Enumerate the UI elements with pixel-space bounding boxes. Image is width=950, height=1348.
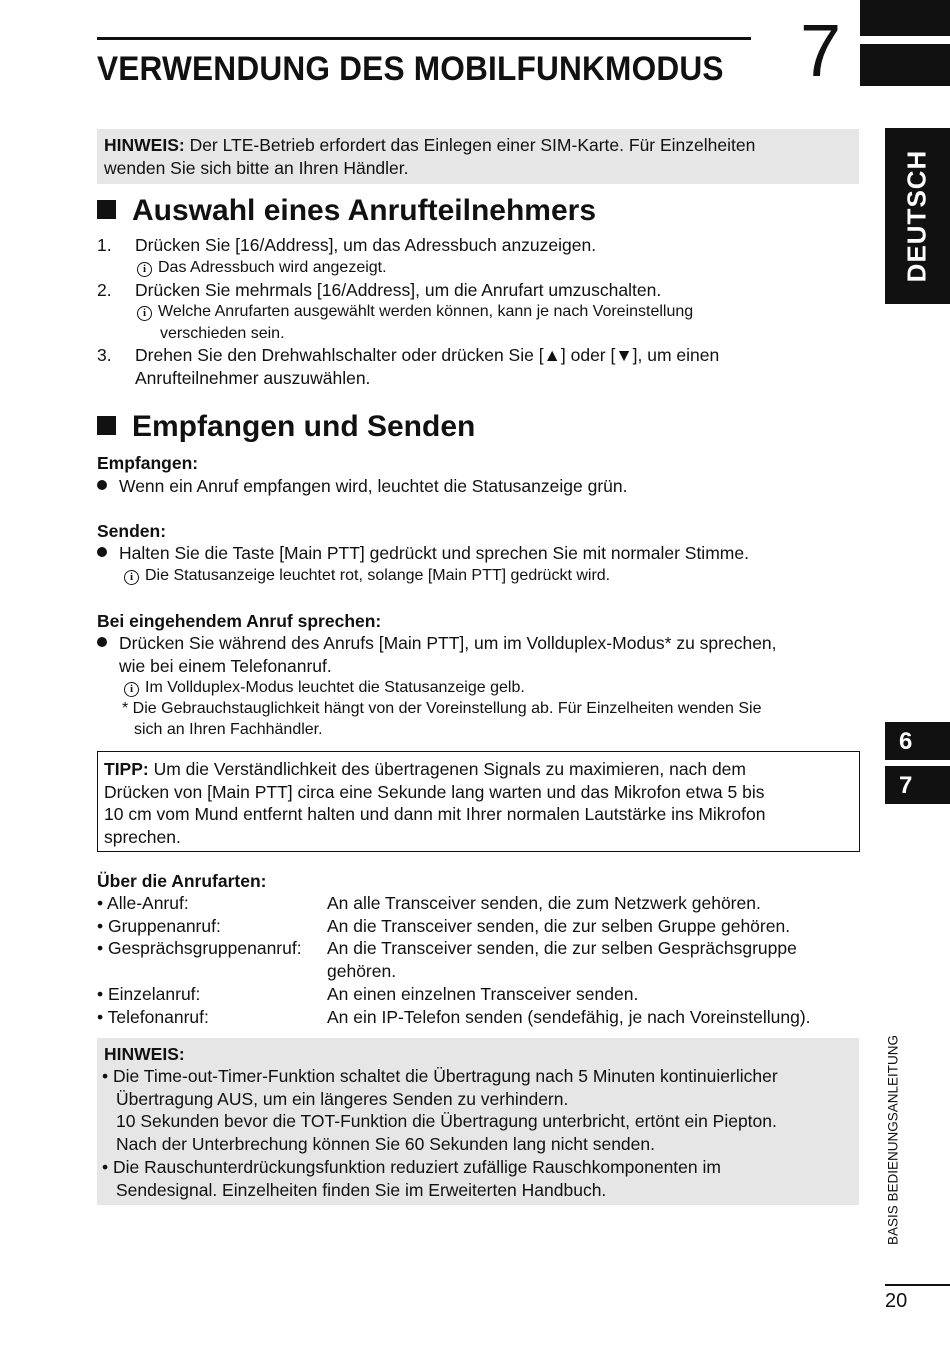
note-box-bottom [97,1038,859,1205]
step-2-info: i Welche Anrufarten ausgewählt werden können, kann je nach Voreinstellung [137,303,693,321]
note-label: HINWEIS: [104,135,185,155]
step-3-text: Drehen Sie den Drehwahlschalter oder drücken Sie [▲] oder [▼], um einen [135,345,720,365]
step-2-number: 2. [97,280,112,300]
send-info: i Die Statusanzeige leuchtet rot, solange [Main PTT] gedrückt wird. [124,567,610,585]
call-type-desc: An ein IP-Telefon senden (sendefähig, je nach Voreinstellung). [327,1007,811,1027]
info-icon: i [124,570,139,585]
call-type-desc: An einen einzelnen Transceiver senden. [327,984,639,1004]
chapter-tab-label: 7 [899,772,913,799]
incoming-heading: Bei eingehendem Anruf sprechen: [97,611,382,631]
note-box-top [97,129,859,184]
bullet-icon [97,547,107,557]
note-line: Sendesignal. Einzelheiten finden Sie im Erweiterten Handbuch. [116,1180,607,1200]
call-types-heading: Über die Anrufarten: [97,871,267,891]
info-icon: i [137,262,152,277]
header-black-bar-top [860,0,950,36]
call-type-desc: An alle Transceiver senden, die zum Netzwerk gehören. [327,893,761,913]
bullet-icon [97,480,107,490]
incoming-info: i Im Vollduplex-Modus leuchtet die Statusanzeige gelb. [124,679,525,697]
note-line: • Die Rauschunterdrückungsfunktion reduziert zufällige Rauschkomponenten im [102,1157,721,1177]
black-square-icon [97,416,116,435]
tip-label: TIPP: [104,759,149,779]
language-tab [885,128,950,304]
receive-heading: Empfangen: [97,453,199,473]
tip-line2: Drücken von [Main PTT] circa eine Sekunde lang warten und das Mikrofon etwa 5 bis [104,781,765,802]
incoming-footnote: * Die Gebrauchstauglichkeit hängt von der Voreinstellung ab. Für Einzelheiten wenden Sie [122,700,762,717]
incoming-footnote-cont: sich an Ihren Fachhändler. [134,721,323,738]
chapter-title: VERWENDUNG DES MOBILFUNKMODUS [97,50,724,88]
chapter-tab-7[interactable] [885,766,950,804]
header-rule [97,37,751,40]
step-2-info-cont: verschieden sein. [160,325,285,342]
send-heading: Senden: [97,521,167,541]
note-line: Nach der Unterbrechung können Sie 60 Sekunden lang nicht senden. [116,1134,655,1154]
section-heading-select-caller [97,194,596,228]
chapter-tab-6[interactable] [885,722,950,760]
language-tab-label: DEUTSCH [901,149,932,283]
call-type-desc-cont: gehören. [327,961,397,981]
note-text-line2: wenden Sie sich bitte an Ihren Händler. [104,158,409,178]
note-text-line1: Der LTE-Betrieb erfordert das Einlegen einer SIM-Karte. Für Einzelheiten [184,135,756,155]
step-3-number: 3. [97,345,112,365]
receive-text: Wenn ein Anruf empfangen wird, leuchtet die Statusanzeige grün. [97,476,627,497]
call-type-desc: An die Transceiver senden, die zur selben Gesprächsgruppe [327,938,797,958]
tip-box [97,751,860,852]
step-1-number: 1. [97,235,112,255]
call-type-label: • Gruppenanruf: [97,916,221,936]
tip-line1: Um die Verständlichkeit des übertragenen Signals zu maximieren, nach dem [148,759,746,779]
section-heading-text: Auswahl eines Anrufteilnehmers [132,194,597,227]
info-icon: i [124,682,139,697]
send-text: Halten Sie die Taste [Main PTT] gedrückt und sprechen Sie mit normaler Stimme. [97,543,749,564]
page-number: 20 [885,1290,908,1312]
info-icon: i [137,306,152,321]
black-square-icon [97,200,116,219]
manual-label-container [880,1015,906,1265]
section-heading-receive-send [97,410,475,444]
call-type-label: • Einzelanruf: [97,984,201,1004]
tip-line4: sprechen. [104,826,181,847]
call-type-label: • Alle-Anruf: [97,893,189,913]
note-line: 10 Sekunden bevor die TOT-Funktion die Übertragung unterbricht, ertönt ein Piepton. [116,1111,777,1131]
chapter-number: 7 [800,9,842,92]
incoming-text: Drücken Sie während des Anrufs [Main PTT], um im Vollduplex-Modus* zu sprechen, [97,633,777,654]
step-1-text: Drücken Sie [16/Address], um das Adressbuch anzuzeigen. [135,235,597,255]
section-heading-text: Empfangen und Senden [132,410,476,443]
header-black-bar [860,44,950,86]
call-type-label: • Telefonanruf: [97,1007,209,1027]
note-line: • Die Time-out-Timer-Funktion schaltet die Übertragung nach 5 Minuten kontinuierlicher [102,1066,778,1086]
bullet-icon [97,637,107,647]
note-line: Übertragung AUS, um ein längeres Senden zu verhindern. [116,1089,569,1109]
note-label: HINWEIS: [104,1044,185,1064]
chapter-tab-label: 6 [899,728,913,755]
step-1-info: i Das Adressbuch wird angezeigt. [137,259,387,277]
call-type-label: • Gesprächsgruppenanruf: [97,938,302,958]
step-2-text: Drücken Sie mehrmals [16/Address], um die Anrufart umzuschalten. [135,280,662,300]
incoming-text-cont: wie bei einem Telefonanruf. [119,656,332,676]
manual-label: BASIS BEDIENUNGSANLEITUNG [885,1034,901,1246]
tip-line3: 10 cm vom Mund entfernt halten und dann mit Ihrer normalen Lautstärke ins Mikrofon [104,804,766,824]
call-type-desc: An die Transceiver senden, die zur selben Gruppe gehören. [327,916,791,936]
footer-rule [885,1284,950,1286]
step-3-text-cont: Anrufteilnehmer auszuwählen. [135,368,371,388]
